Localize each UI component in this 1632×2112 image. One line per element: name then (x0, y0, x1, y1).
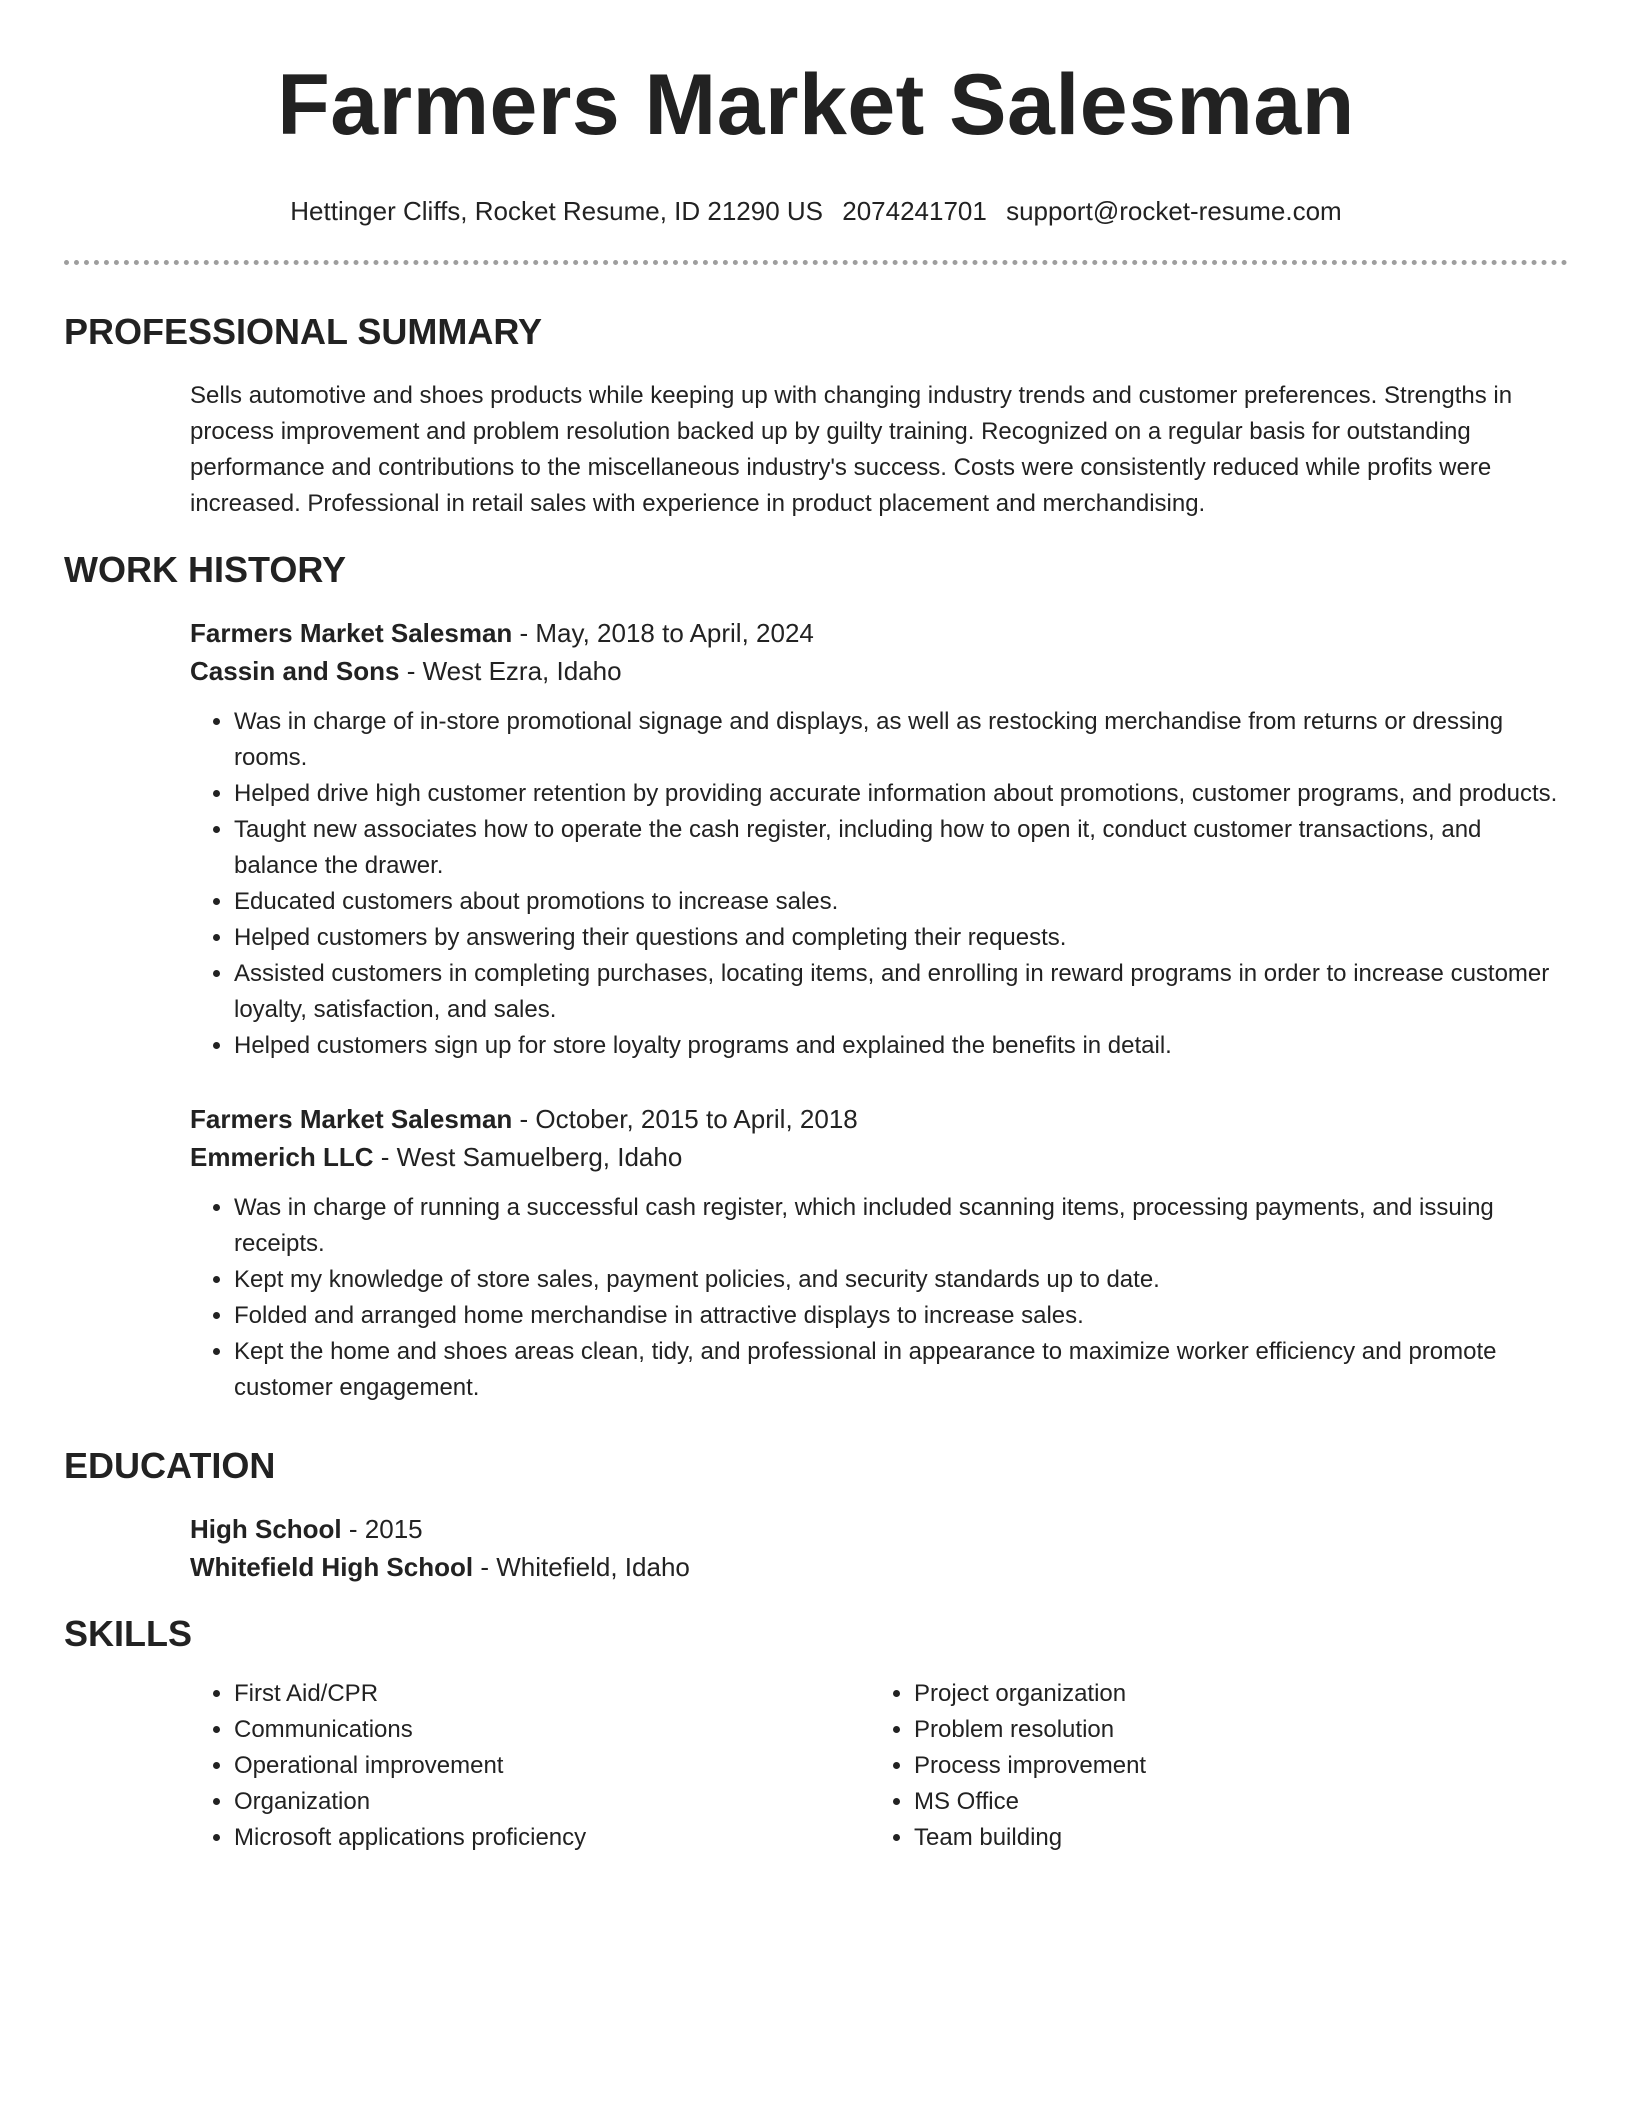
section-title-skills: SKILLS (64, 1613, 193, 1654)
job-company-line (190, 1138, 1568, 1176)
contact-line (64, 195, 1568, 227)
education-degree: High School (190, 1514, 342, 1544)
education-school: Whitefield High School (190, 1552, 474, 1582)
contact-email: support@rocket-resume.com (1006, 196, 1342, 226)
job-role: Farmers Market Salesman (190, 618, 513, 648)
job-dates: - October, 2015 to April, 2018 (512, 1104, 858, 1134)
list-item: • Helped drive high customer retention by providing accurate information about promotions, customer programs, and products. (234, 776, 1568, 812)
header-divider (64, 260, 1568, 265)
list-item: • Educated customers about promotions to increase sales. (234, 884, 1568, 920)
list-item: • Taught new associates how to operate the cash register, including how to open it, conduct customer transactions, and balance the drawer. (234, 812, 1568, 884)
list-item: • Assisted customers in completing purchases, locating items, and enrolling in reward programs in order to increase customer loyalty, satisfaction, and sales. (234, 956, 1568, 1028)
education-location: - Whitefield, Idaho (473, 1552, 690, 1582)
education-school-line (190, 1548, 1568, 1586)
job-bullets (190, 1190, 1568, 1406)
job-title-line (190, 614, 1568, 652)
job-entry (190, 1100, 1568, 1406)
job-title-line (190, 1100, 1568, 1138)
list-item: • Was in charge of in-store promotional signage and displays, as well as restocking merchandise from returns or dressing rooms. (234, 704, 1568, 776)
job-location: - West Ezra, Idaho (399, 656, 622, 686)
job-entry (190, 614, 1568, 1064)
list-item: • Helped customers by answering their questions and completing their requests. (234, 920, 1568, 956)
skills-columns (190, 1676, 1568, 1856)
summary-text: Sells automotive and shoes products while keeping up with changing industry trends and customer preferences. Strengths in process improvement and problem resolution backed up by guilty training. Recognized on a regular basis for outstanding performance and contributions to the miscellaneous industry's success. Costs were consistently reduced while profits were increased. Professional in retail sales with experience in product placement and merchandising. (190, 382, 1513, 517)
education-year: - 2015 (341, 1514, 423, 1544)
skills-list-left (190, 1676, 870, 1856)
education-degree-line (190, 1510, 1568, 1548)
section-title-work-history: WORK HISTORY (64, 549, 347, 590)
contact-phone: 2074241701 (842, 196, 987, 226)
section-title-education: EDUCATION (64, 1445, 276, 1486)
job-company: Cassin and Sons (190, 656, 400, 686)
contact-address: Hettinger Cliffs, Rocket Resume, ID 21290 US (290, 196, 824, 226)
job-role: Farmers Market Salesman (190, 1104, 513, 1134)
skill-item: • First Aid/CPR (234, 1676, 870, 1712)
job-dates: - May, 2018 to April, 2024 (512, 618, 814, 648)
list-item: • Folded and arranged home merchandise in attractive displays to increase sales. (234, 1298, 1568, 1334)
resume-name: Farmers Market Salesman (277, 57, 1355, 153)
education-entry (190, 1510, 1568, 1586)
skill-item: • Operational improvement (234, 1748, 870, 1784)
skill-item: • MS Office (914, 1784, 1550, 1820)
list-item: • Was in charge of running a successful cash register, which included scanning items, processing payments, and issuing receipts. (234, 1190, 1568, 1262)
skill-item: • Project organization (914, 1676, 1550, 1712)
job-company-line (190, 652, 1568, 690)
skill-item: • Process improvement (914, 1748, 1550, 1784)
job-bullets (190, 704, 1568, 1064)
job-location: - West Samuelberg, Idaho (373, 1142, 683, 1172)
list-item: • Helped customers sign up for store loyalty programs and explained the benefits in detail. (234, 1028, 1568, 1064)
skill-item: • Problem resolution (914, 1712, 1550, 1748)
skill-item: • Communications (234, 1712, 870, 1748)
job-company: Emmerich LLC (190, 1142, 374, 1172)
list-item: • Kept my knowledge of store sales, payment policies, and security standards up to date. (234, 1262, 1568, 1298)
skill-item: • Microsoft applications proficiency (234, 1820, 870, 1856)
section-title-summary: PROFESSIONAL SUMMARY (64, 311, 543, 352)
list-item: • Kept the home and shoes areas clean, tidy, and professional in appearance to maximize worker efficiency and promote customer engagement. (234, 1334, 1568, 1406)
skill-item: • Team building (914, 1820, 1550, 1856)
skill-item: • Organization (234, 1784, 870, 1820)
skills-list-right (870, 1676, 1550, 1856)
